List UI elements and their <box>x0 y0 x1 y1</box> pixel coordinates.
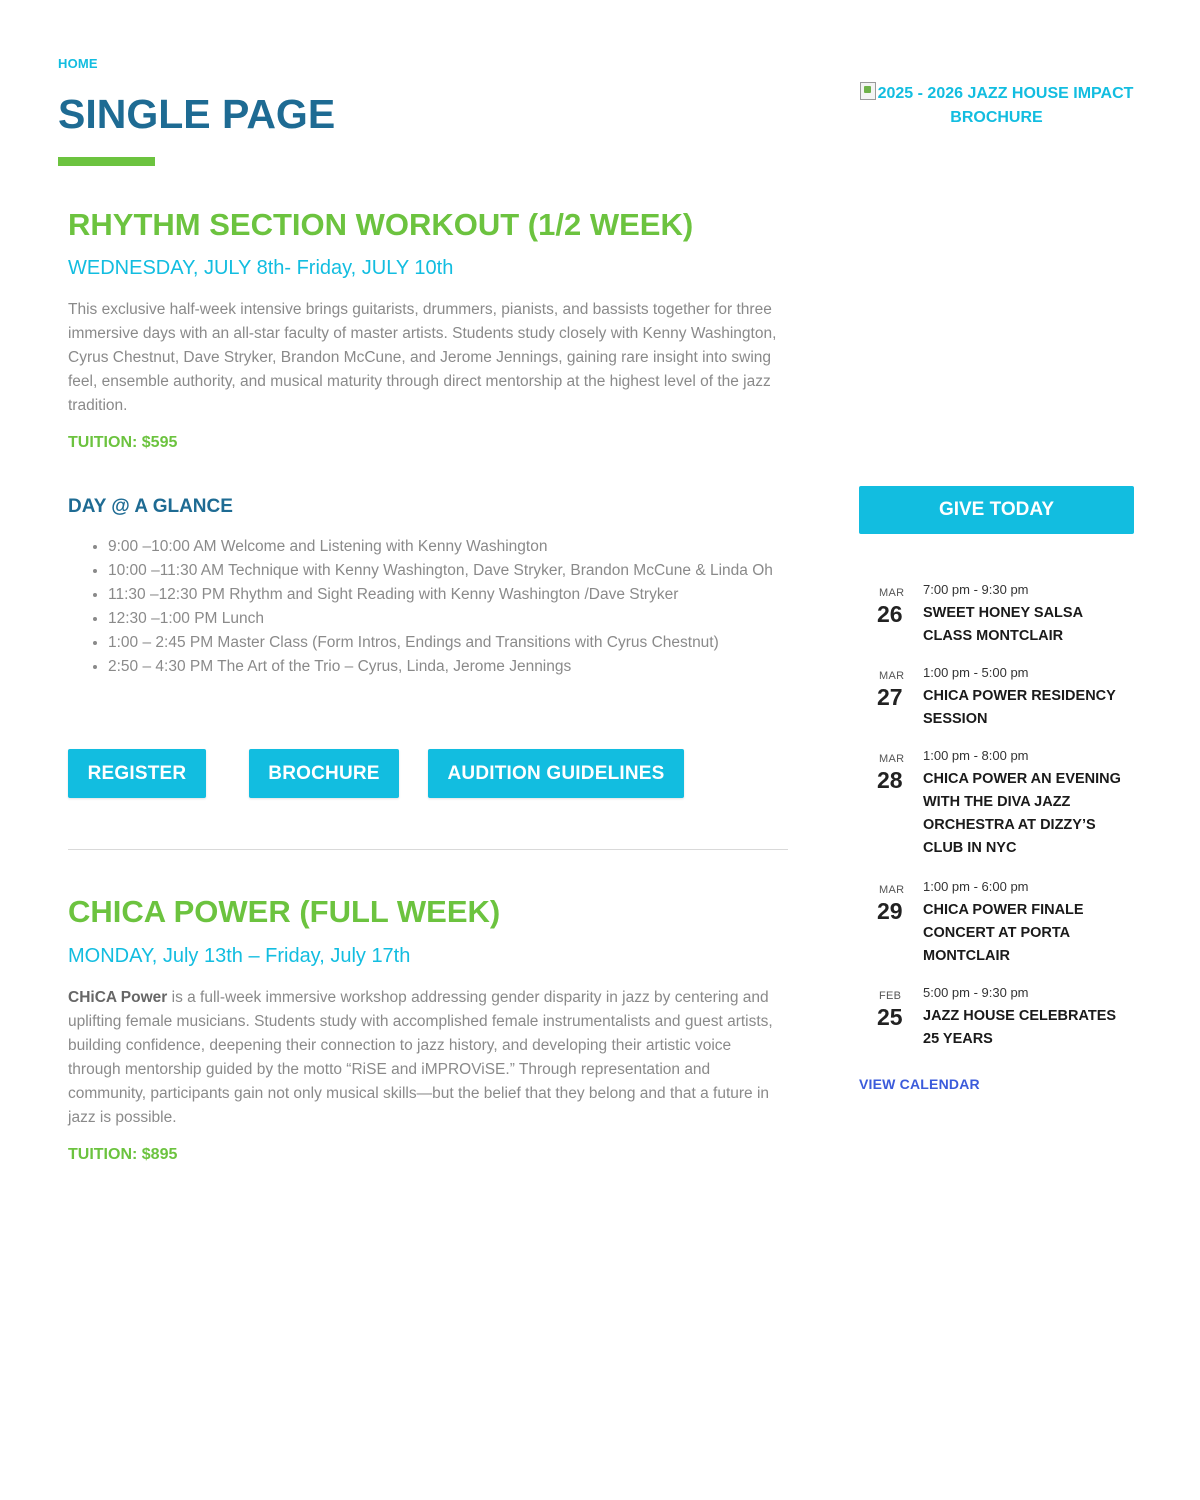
brochure-button[interactable]: BROCHURE <box>249 749 399 798</box>
title-underline <box>58 157 155 166</box>
event-day: 25 <box>877 1004 903 1030</box>
schedule-list <box>68 535 788 679</box>
event-day: 27 <box>877 684 903 710</box>
event-month: MAR <box>879 670 905 682</box>
schedule-item: • 9:00 –10:00 AM Welcome and Listening with Kenny Washington <box>108 535 788 559</box>
program-description-text: is a full-week immersive workshop addressing gender disparity in jazz by centering and uplifting female musicians. Students study with accomplished female instrumentalists and guest artists, building confidence, deepening their connection to jazz history, and developing their artistic voice through mentorship guided by the motto “RiSE and iMPROViSE.” Through representation and community, participants gain not only musical skills—but the belief that they belong and that a future in jazz is possible. <box>68 989 773 1126</box>
tuition-label: TUITION: $895 <box>68 1146 178 1163</box>
audition-guidelines-button[interactable]: AUDITION GUIDELINES <box>428 749 684 798</box>
view-calendar-link[interactable]: VIEW CALENDAR <box>859 1076 980 1092</box>
event-title-link[interactable]: CHICA POWER RESIDENCY SESSION <box>923 688 1116 727</box>
event-month: MAR <box>879 884 905 896</box>
schedule-item: • 2:50 – 4:30 PM The Art of the Trio – Cyrus, Linda, Jerome Jennings <box>108 655 788 679</box>
event-item <box>859 879 1134 971</box>
program-title: CHICA POWER (FULL WEEK) <box>68 894 501 929</box>
program-description <box>68 986 788 1130</box>
event-item <box>859 665 1134 735</box>
event-time: 1:00 pm - 5:00 pm <box>923 665 1029 680</box>
program-title: RHYTHM SECTION WORKOUT (1/2 WEEK) <box>68 207 694 242</box>
broken-image-icon <box>860 82 876 100</box>
program-name-lead: CHiCA Power <box>68 989 168 1006</box>
register-button[interactable]: REGISTER <box>68 749 206 798</box>
tuition-label: TUITION: $595 <box>68 434 178 451</box>
program-chica-power <box>68 893 788 1164</box>
breadcrumb-home[interactable]: HOME <box>58 56 98 71</box>
schedule-item: • 10:00 –11:30 AM Technique with Kenny Washington, Dave Stryker, Brandon McCune & Linda Oh <box>108 559 788 583</box>
brochure-image[interactable] <box>859 82 1134 130</box>
event-title-link[interactable]: JAZZ HOUSE CELEBRATES 25 YEARS <box>923 1008 1117 1047</box>
event-item <box>859 985 1134 1055</box>
event-month: FEB <box>879 990 902 1002</box>
program-dates: MONDAY, July 13th – Friday, July 17th <box>68 945 411 967</box>
give-today-button[interactable]: GIVE TODAY <box>859 486 1134 534</box>
event-title-link[interactable]: CHICA POWER FINALE CONCERT AT PORTA MONTCLAIR <box>923 902 1084 964</box>
event-month: MAR <box>879 753 905 765</box>
event-time: 1:00 pm - 6:00 pm <box>923 879 1029 894</box>
schedule-item: • 1:00 – 2:45 PM Master Class (Form Intros, Endings and Transitions with Cyrus Chestnut) <box>108 631 788 655</box>
program-dates: WEDNESDAY, JULY 8th- Friday, JULY 10th <box>68 257 454 279</box>
brochure-image-alt: 2025 - 2026 JAZZ HOUSE IMPACT BROCHURE <box>877 85 1134 126</box>
event-day: 29 <box>877 898 903 924</box>
event-time: 7:00 pm - 9:30 pm <box>923 582 1029 597</box>
program-description: This exclusive half-week intensive brings guitarists, drummers, pianists, and bassists together for three immersive days with an all-star faculty of master artists. Students study closely with Kenny Washington, Cyrus Chestnut, Dave Stryker, Brandon McCune, and Jerome Jennings, gaining rare insight into swing feel, ensemble authority, and musical maturity through direct mentorship at the highest level of the jazz tradition. <box>68 301 777 414</box>
event-item <box>859 582 1134 652</box>
event-day: 28 <box>877 767 903 793</box>
event-title-link[interactable]: CHICA POWER AN EVENING WITH THE DIVA JAZZ ORCHESTRA AT DIZZY’S CLUB IN NYC <box>923 771 1121 856</box>
section-divider <box>68 849 788 850</box>
event-time: 5:00 pm - 9:30 pm <box>923 985 1029 1000</box>
event-item <box>859 748 1134 864</box>
event-time: 1:00 pm - 8:00 pm <box>923 748 1029 763</box>
schedule-item: • 11:30 –12:30 PM Rhythm and Sight Reading with Kenny Washington /Dave Stryker <box>108 583 788 607</box>
event-title-link[interactable]: SWEET HONEY SALSA CLASS MONTCLAIR <box>923 605 1083 644</box>
schedule-item: • 12:30 –1:00 PM Lunch <box>108 607 788 631</box>
page-title: SINGLE PAGE <box>58 91 336 137</box>
day-at-a-glance-heading: DAY @ A GLANCE <box>68 496 233 517</box>
program-rhythm-section <box>68 206 788 679</box>
program-buttons <box>68 749 788 799</box>
event-month: MAR <box>879 587 905 599</box>
event-day: 26 <box>877 601 903 627</box>
